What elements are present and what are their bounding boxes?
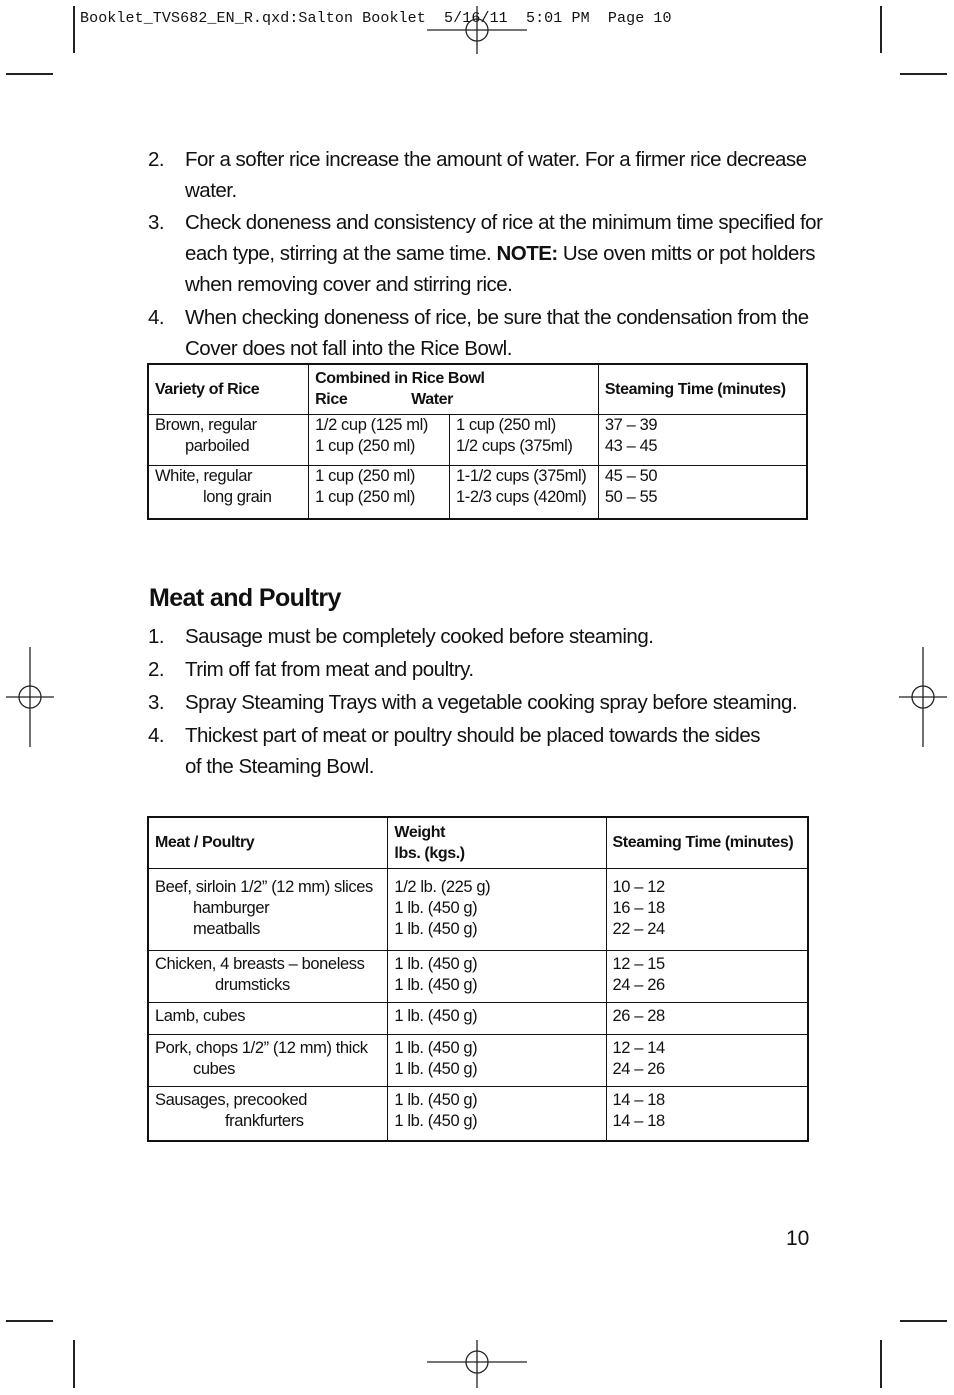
cell-line: meatballs — [193, 919, 261, 938]
rice-table — [147, 363, 808, 520]
list-text: For a softer rice increase the amount of water. For a firmer rice decrease water. — [185, 148, 807, 202]
crop-mark — [880, 6, 882, 53]
header-meat: Meat / Poultry — [148, 817, 388, 868]
table-cell — [309, 465, 450, 519]
header-combined-label: Combined in Rice Bowl — [315, 370, 485, 388]
list-number: 3. — [148, 211, 165, 234]
cell-line: 14 – 18 — [612, 1090, 665, 1109]
cell-line: Sausages, precooked — [155, 1090, 308, 1109]
table-cell — [606, 1002, 808, 1034]
list-text: Trim off fat from meat and poultry. — [185, 658, 474, 681]
cell-line: 10 – 12 — [612, 877, 665, 896]
header-time: Steaming Time (minutes) — [606, 817, 808, 868]
note-text: Use oven mitts or pot holders when removing cover and stirring rice. — [185, 242, 816, 296]
header-water: Water — [411, 391, 454, 409]
cell-line: 16 – 18 — [612, 898, 665, 917]
cell-line: 1 lb. (450 g) — [394, 898, 478, 917]
registration-mark-right — [899, 647, 947, 747]
cell-line: 22 – 24 — [612, 919, 665, 938]
cell-line: Chicken, 4 breasts – boneless — [155, 954, 365, 973]
crop-mark — [900, 73, 947, 75]
table-cell — [148, 1086, 388, 1141]
cell-line: 1 lb. (450 g) — [394, 1059, 478, 1078]
list-item — [148, 687, 828, 718]
list-text-line: of the Steaming Bowl. — [185, 755, 374, 778]
cell-line: 1 lb. (450 g) — [394, 1006, 478, 1025]
cell-line: cubes — [193, 1059, 236, 1078]
header-weight — [388, 817, 606, 868]
rice-notes-list — [148, 144, 828, 364]
meat-table — [147, 816, 809, 1142]
crop-mark — [6, 1320, 53, 1322]
cell-line: hamburger — [193, 898, 270, 917]
cell-line: 1 cup (250 ml) — [455, 415, 556, 434]
table-cell — [388, 868, 606, 950]
list-item — [148, 621, 828, 652]
registration-mark-left — [6, 647, 54, 747]
list-item — [148, 302, 828, 364]
note-text: Check doneness and consistency of rice at the minimum time specified for each type, stirring at the same time. — [185, 211, 823, 265]
cell-line: 1 lb. (450 g) — [394, 1038, 478, 1057]
cell-line: 1 lb. (450 g) — [394, 919, 478, 938]
cell-line: Beef, sirloin 1/2” (12 mm) slices — [155, 877, 373, 896]
header-weight-label: Weight — [394, 823, 446, 841]
cell-line: 26 – 28 — [612, 1006, 665, 1025]
registration-mark-top — [427, 6, 527, 54]
cell-line: 24 – 26 — [612, 975, 665, 994]
table-cell — [388, 1086, 606, 1141]
cell-line: White, regular — [155, 466, 253, 485]
table-cell — [598, 465, 807, 519]
list-text — [185, 720, 828, 782]
header-time: Steaming Time (minutes) — [598, 364, 807, 414]
header-combined — [309, 364, 599, 414]
cell-line: 1/2 cups (375ml) — [455, 436, 573, 455]
table-cell — [606, 1086, 808, 1141]
table-cell — [148, 465, 309, 519]
cell-line: parboiled — [185, 436, 250, 455]
list-number: 2. — [148, 148, 165, 171]
cell-line: 1-2/3 cups (420ml) — [455, 487, 587, 506]
table-cell — [388, 1034, 606, 1086]
crop-mark — [900, 1320, 947, 1322]
list-item — [148, 207, 828, 300]
table-cell — [148, 1034, 388, 1086]
cell-line: 12 – 15 — [612, 954, 665, 973]
list-item — [148, 654, 828, 685]
table-cell — [388, 1002, 606, 1034]
cell-line: 1 lb. (450 g) — [394, 975, 478, 994]
header-variety: Variety of Rice — [148, 364, 309, 414]
cell-line: 50 – 55 — [604, 487, 658, 506]
crop-mark — [880, 1340, 882, 1388]
table-cell — [388, 950, 606, 1002]
cell-line: 1/2 lb. (225 g) — [394, 877, 491, 896]
cell-line: Pork, chops 1/2” (12 mm) thick — [155, 1038, 368, 1057]
list-number: 2. — [148, 658, 165, 681]
printer-slug: Booklet_TVS682_EN_R.qxd:Salton Booklet 5/16/11 5:01 PM Page 10 — [80, 10, 672, 27]
table-cell — [606, 950, 808, 1002]
list-item — [148, 720, 828, 782]
table-cell — [148, 868, 388, 950]
header-rice-water — [315, 389, 592, 410]
table-cell — [606, 868, 808, 950]
list-number: 1. — [148, 625, 165, 648]
crop-mark — [73, 1340, 75, 1388]
list-item — [148, 144, 828, 206]
cell-line: 1 lb. (450 g) — [394, 954, 478, 973]
cell-line: 1 cup (250 ml) — [315, 466, 416, 485]
cell-line: frankfurters — [225, 1111, 304, 1130]
table-cell — [148, 950, 388, 1002]
table-cell — [148, 414, 309, 465]
cell-line: 24 – 26 — [612, 1059, 665, 1078]
header-rice: Rice — [315, 391, 348, 409]
table-cell — [449, 465, 598, 519]
cell-line: 1 cup (250 ml) — [315, 487, 416, 506]
list-number: 4. — [148, 724, 165, 747]
registration-mark-bottom — [427, 1340, 527, 1388]
section-heading: Meat and Poultry — [149, 584, 341, 612]
header-weight-unit: lbs. (kgs.) — [394, 844, 465, 862]
list-number: 4. — [148, 306, 165, 329]
crop-mark — [6, 73, 53, 75]
cell-line: drumsticks — [215, 975, 290, 994]
list-text-line: Thickest part of meat or poultry should be placed towards the sides — [185, 724, 760, 747]
list-text: Spray Steaming Trays with a vegetable cooking spray before steaming. — [185, 691, 798, 714]
meat-notes-list — [148, 621, 828, 782]
cell-line: 14 – 18 — [612, 1111, 665, 1130]
table-cell — [598, 414, 807, 465]
cell-line: 12 – 14 — [612, 1038, 665, 1057]
cell-line: 37 – 39 — [604, 415, 658, 434]
table-cell — [148, 1002, 388, 1034]
cell-line: 1 cup (250 ml) — [315, 436, 416, 455]
crop-mark — [73, 6, 75, 53]
table-cell — [606, 1034, 808, 1086]
cell-line: 1/2 cup (125 ml) — [315, 415, 428, 434]
page-number: 10 — [786, 1227, 810, 1250]
list-number: 3. — [148, 691, 165, 714]
cell-line: Brown, regular — [155, 415, 257, 434]
cell-line: 43 – 45 — [604, 436, 658, 455]
note-label: NOTE: — [496, 242, 558, 265]
cell-line: Lamb, cubes — [155, 1006, 246, 1025]
list-text: When checking doneness of rice, be sure that the condensation from the Cover does not fall into the Rice Bowl. — [185, 306, 809, 360]
cell-line: 1-1/2 cups (375ml) — [455, 466, 587, 485]
cell-line: long grain — [203, 487, 272, 506]
list-text: Sausage must be completely cooked before steaming. — [185, 625, 654, 648]
table-cell — [449, 414, 598, 465]
list-text — [185, 207, 828, 300]
cell-line: 45 – 50 — [604, 466, 658, 485]
cell-line: 1 lb. (450 g) — [394, 1111, 478, 1130]
cell-line: 1 lb. (450 g) — [394, 1090, 478, 1109]
table-cell — [309, 414, 450, 465]
